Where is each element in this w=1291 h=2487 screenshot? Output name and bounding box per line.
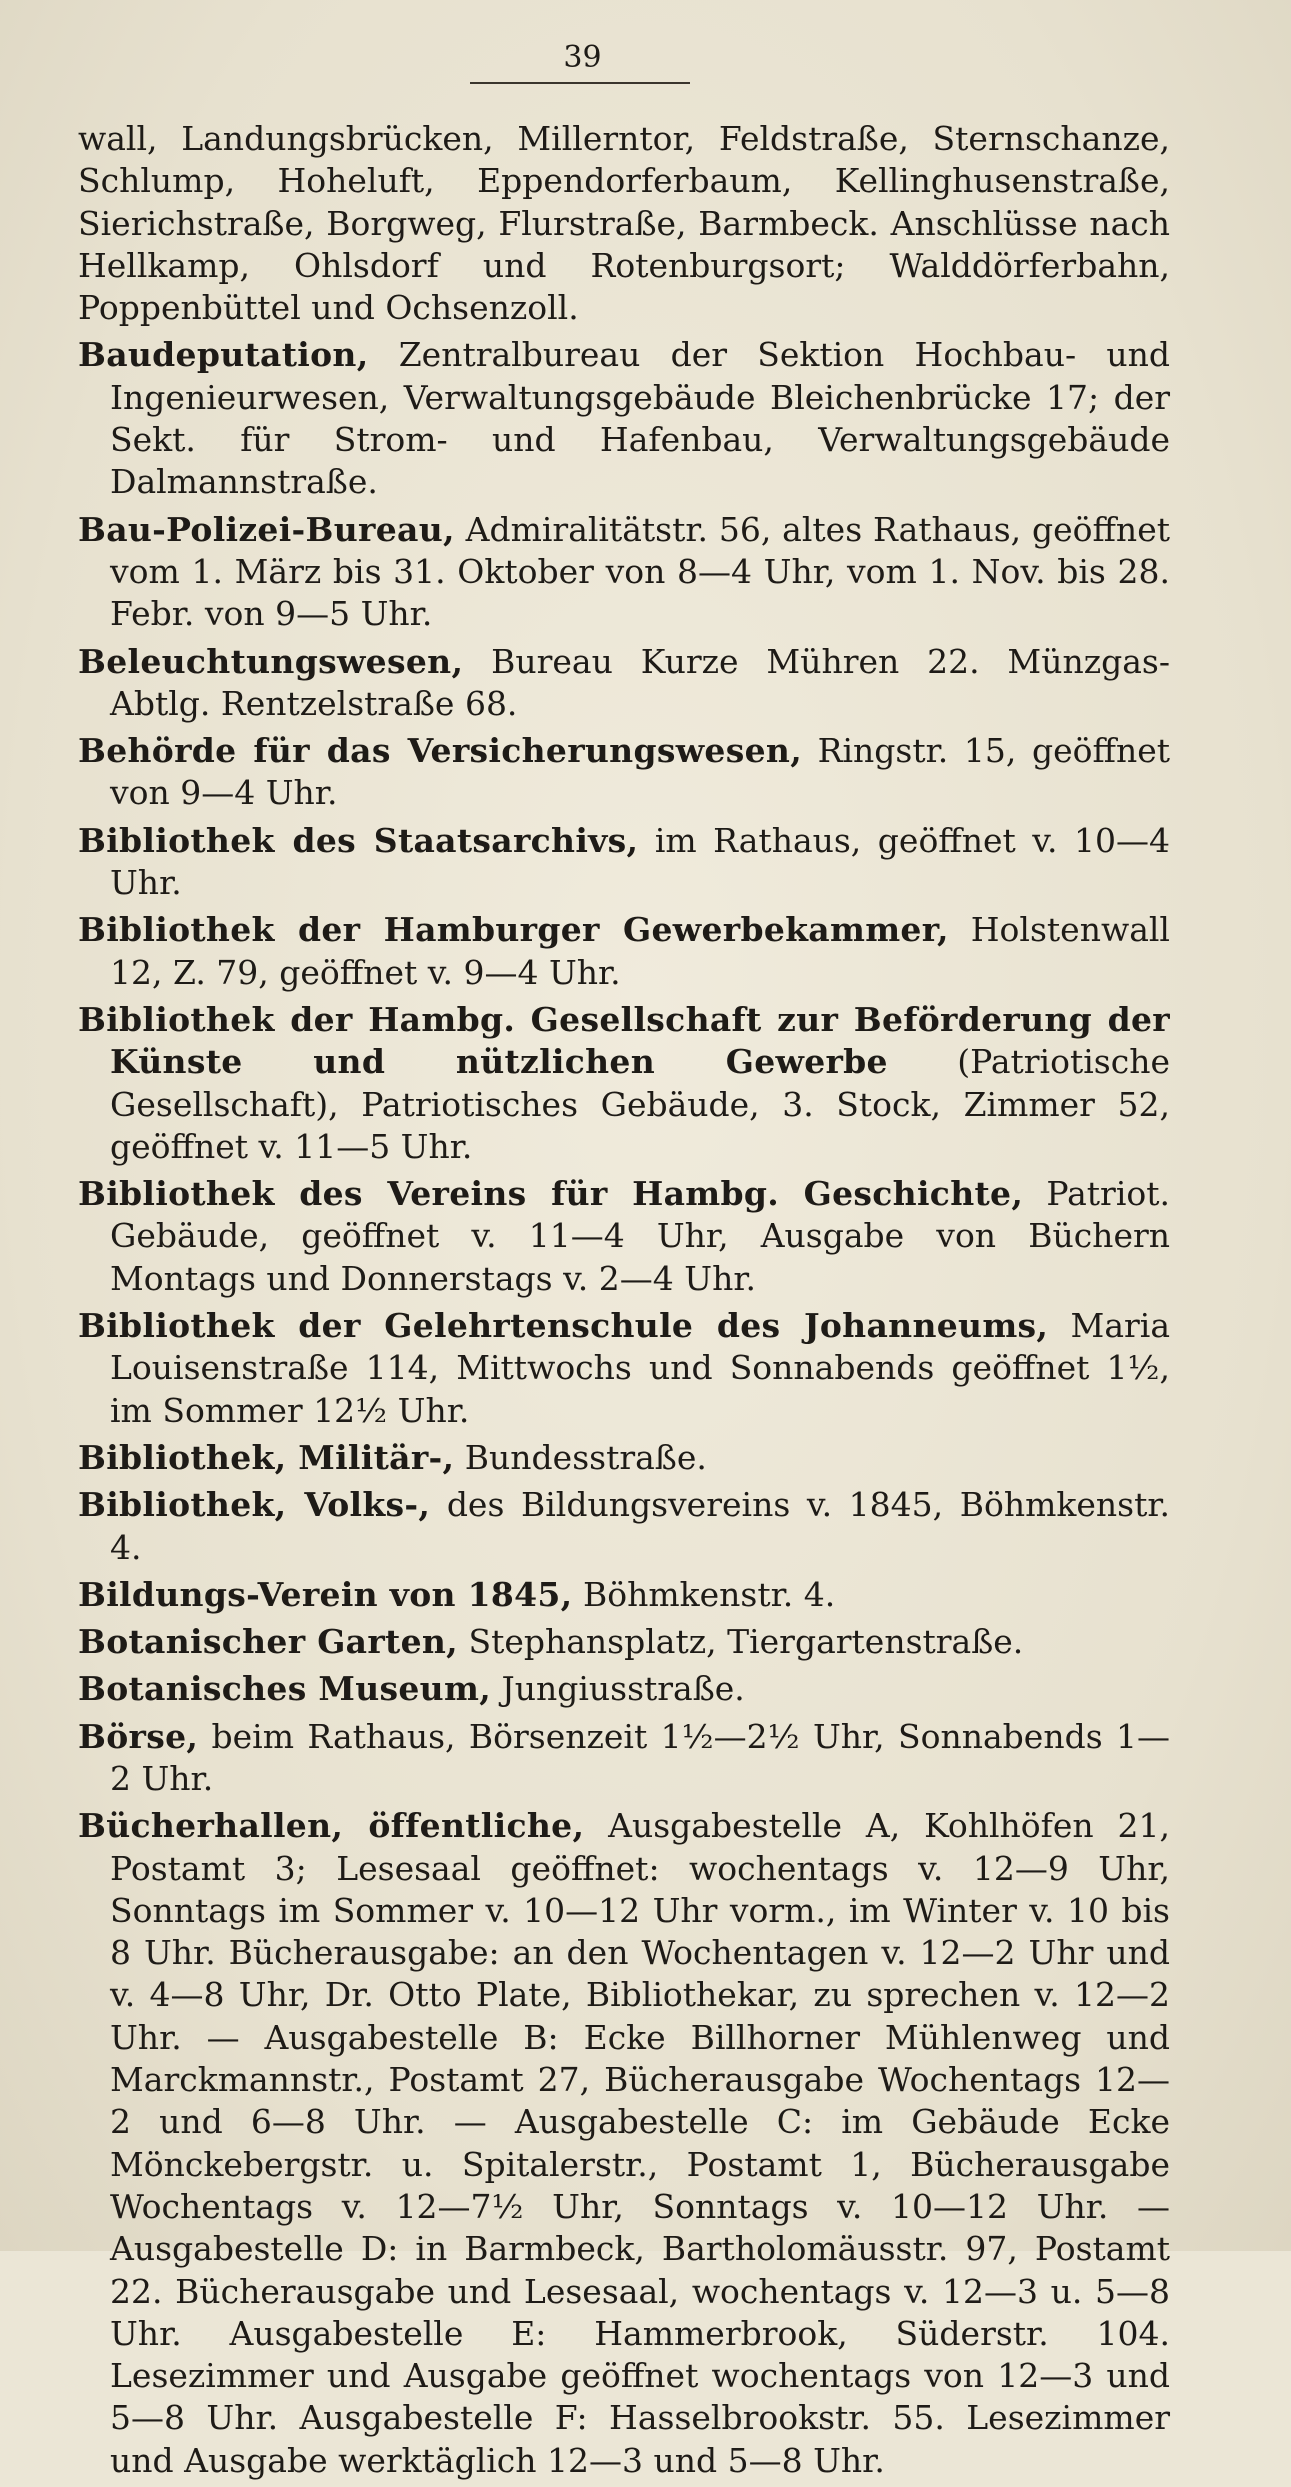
- entry-text: Zentralbureau der Sektion Hochbau- und Ingenieurwesen, Verwaltungsgebäude Bleichenbrücke 17; der Sekt. für Strom- und Hafenbau, Verwaltungsgebäude Dalmannstraße.: [110, 335, 1170, 502]
- directory-entry: [78, 1574, 1170, 1616]
- entry-headword: Bibliothek der Hambg. Gesellschaft zur Beförderung der Künste und nützlichen Gewerbe: [78, 999, 1170, 1082]
- directory-entry: [78, 118, 1170, 329]
- directory-entry: [78, 1716, 1170, 1801]
- entry-headword: Botanisches Museum,: [78, 1669, 491, 1709]
- entry-text: Bundesstraße.: [464, 1437, 707, 1477]
- entry-text: Ringstr. 15, geöffnet von 9—4 Uhr.: [110, 731, 1170, 813]
- entry-text: Jungiusstraße.: [501, 1669, 745, 1709]
- header-rule: [470, 82, 690, 84]
- entry-text: Ausgabestelle A, Kohlhöfen 21, Postamt 3; Lesesaal geöffnet: wochentags v. 12—9 Uhr, Sonntags im Sommer v. 10—12 Uhr vorm., im Winter v. 10 bis 8 Uhr. Bücherausgabe: an den Wochentagen v. 12—2 Uhr und v. 4—8 Uhr, Dr. Otto Plate, Bibliothekar, zu sprechen v. 12—2 Uhr. — Ausgabestelle B: Ecke Billhorner Mühlenweg und Marckmannstr., Postamt 27, Bücherausgabe Wochentags 12—2 und 6—8 Uhr. — Ausgabestelle C: im Gebäude Ecke Mönckebergstr. u. Spitalerstr., Postamt 1, Bücherausgabe Wochentags v. 12—7½ Uhr, Sonntags v. 10—12 Uhr. — Ausgabestelle D: in Barmbeck, Bartholomäusstr. 97, Postamt 22. Bücherausgabe und Lesesaal, wochentags v. 12—3 u. 5—8 Uhr. Ausgabestelle E: Hammerbrook, Süderstr. 104. Lesezimmer und Ausgabe geöffnet wochentags von 12—3 und 5—8 Uhr. Ausgabestelle F: Hasselbrookstr. 55. Lesezimmer und Ausgabe werktäglich 12—3 und 5—8 Uhr.: [110, 1806, 1170, 2480]
- entry-text: Holstenwall 12, Z. 79, geöffnet v. 9—4 Uhr.: [110, 910, 1170, 992]
- entry-headword: Börse,: [78, 1716, 199, 1756]
- page-number: 39: [563, 40, 602, 75]
- entry-headword: Bücherhallen, öffentliche,: [78, 1806, 585, 1846]
- entry-headword: Baudeputation,: [78, 335, 369, 375]
- directory-entry: [78, 641, 1170, 726]
- directory-entry: [78, 1805, 1170, 2482]
- directory-entry: [78, 1621, 1170, 1663]
- directory-entry: [78, 820, 1170, 905]
- entry-headword: Behörde für das Versicherungswesen,: [78, 731, 802, 771]
- directory-entry: [78, 1668, 1170, 1710]
- entry-text: Bureau Kurze Mühren 22. Münzgas-Abtlg. Rentzelstraße 68.: [110, 641, 1171, 723]
- entry-headword: Bildungs-Verein von 1845,: [78, 1574, 573, 1614]
- entry-text: im Rathaus, geöffnet v. 10—4 Uhr.: [110, 820, 1170, 903]
- entry-text: beim Rathaus, Börsenzeit 1½—2½ Uhr, Sonnabends 1—2 Uhr.: [110, 1716, 1170, 1798]
- entry-text: (Patriotische Gesellschaft), Patriotisches Gebäude, 3. Stock, Zimmer 52, geöffnet v. 11—5 Uhr.: [110, 1042, 1170, 1166]
- directory-entry: [78, 730, 1170, 815]
- entry-headword: Bibliothek, Volks-,: [78, 1485, 431, 1525]
- entry-text: Stephansplatz, Tiergartenstraße.: [468, 1622, 1024, 1662]
- directory-entry: [78, 1437, 1170, 1479]
- directory-entry: [78, 1484, 1170, 1569]
- entry-text: Maria Louisenstraße 114, Mittwochs und Sonnabends geöffnet 1½, im Sommer 12½ Uhr.: [110, 1306, 1170, 1430]
- directory-entries: [78, 118, 1170, 2487]
- entry-headword: Beleuchtungswesen,: [78, 641, 464, 681]
- directory-entry: [78, 909, 1170, 994]
- entry-text: Böhmkenstr. 4.: [582, 1574, 836, 1614]
- entry-headword: Bibliothek der Hamburger Gewerbekammer,: [78, 910, 949, 950]
- directory-entry: [78, 334, 1170, 503]
- entry-headword: Bau-Polizei-Bureau,: [78, 509, 455, 549]
- entry-text: Admiralitätstr. 56, altes Rathaus, geöffnet vom 1. März bis 31. Oktober von 8—4 Uhr, vom 1. Nov. bis 28. Febr. von 9—5 Uhr.: [110, 509, 1170, 634]
- directory-entry: [78, 1173, 1170, 1300]
- entry-text: Patriot. Gebäude, geöffnet v. 11—4 Uhr, Ausgabe von Büchern Montags und Donnerstags v. 2—4 Uhr.: [110, 1174, 1170, 1298]
- entry-headword: Botanischer Garten,: [78, 1622, 458, 1662]
- entry-headword: Bibliothek des Vereins für Hambg. Geschichte,: [78, 1174, 1024, 1214]
- entry-headword: Bibliothek der Gelehrtenschule des Johanneums,: [78, 1306, 1049, 1346]
- directory-entry: [78, 1305, 1170, 1432]
- entry-text: wall, Landungsbrücken, Millerntor, Feldstraße, Sternschanze, Schlump, Hoheluft, Eppendorferbaum, Kellinghusenstraße, Sierichstraße, Borgweg, Flurstraße, Barmbeck. Anschlüsse nach Hellkamp, Ohlsdorf und Rotenburgsort; Walddörferbahn, Poppenbüttel und Ochsenzoll.: [78, 119, 1170, 328]
- entry-headword: Bibliothek des Staatsarchivs,: [78, 820, 639, 860]
- entry-text: des Bildungsvereins v. 1845, Böhmkenstr. 4.: [110, 1485, 1170, 1567]
- entry-headword: Bibliothek, Militär-,: [78, 1437, 455, 1477]
- directory-entry: [78, 999, 1170, 1168]
- directory-entry: [78, 509, 1170, 636]
